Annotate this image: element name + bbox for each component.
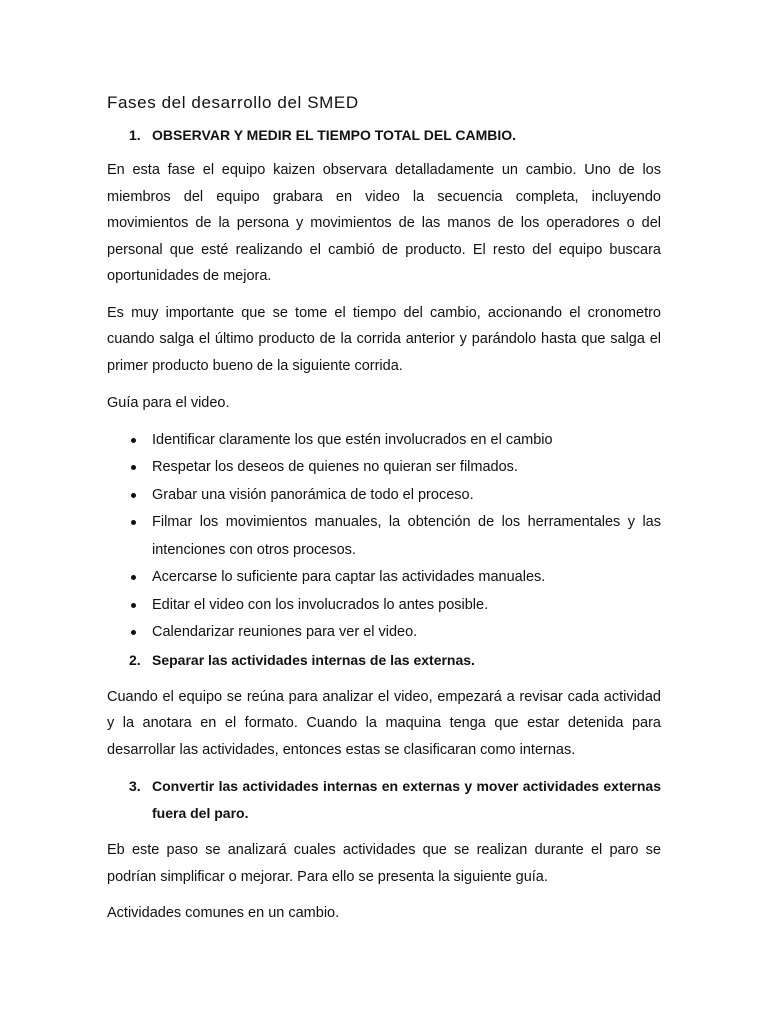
section-heading-text-3: Convertir las actividades internas en externas y mover actividades externas fuera del paro. [152, 778, 661, 821]
section-heading-text-1: OBSERVAR Y MEDIR EL TIEMPO TOTAL DEL CAMBIO. [152, 127, 517, 143]
document-page [107, 90, 661, 927]
paragraph-common-activities: Actividades comunes en un cambio. [107, 905, 340, 921]
list-item: Calendarizar reuniones para ver el video. [107, 619, 661, 647]
bullet-icon [107, 454, 152, 482]
bullet-icon [107, 619, 152, 647]
section-number-2: 2. [129, 651, 141, 668]
list-item: Acercarse lo suficiente para captar las actividades manuales. [107, 564, 661, 592]
bullet-icon [107, 509, 152, 564]
list-item: Identificar claramente los que estén involucrados en el cambio [107, 427, 661, 455]
bullet-icon [107, 592, 152, 620]
section-number-1: 1. [129, 127, 141, 143]
list-item: Filmar los movimientos manuales, la obtención de los herramentales y las intenciones con otros procesos. [107, 509, 661, 564]
bullet-icon [107, 427, 152, 455]
guide-label: Guía para el video. [107, 395, 230, 411]
video-guide-list [107, 427, 661, 647]
section-number-3: 3. [129, 778, 141, 794]
paragraph-observe: En esta fase el equipo kaizen observara detalladamente un cambio. Uno de los miembros del equipo grabara en video la secuencia completa, incluyendo movimientos de la persona y movimientos de las manos de los operadores o del personal que esté realizando el cambió de producto. El resto del equipo buscara oportunidades de mejora. [107, 162, 661, 284]
section-heading-text-2: Separar las actividades internas de las externas. [152, 651, 475, 668]
list-item: Editar el video con los involucrados lo antes posible. [107, 592, 661, 620]
list-item: Respetar los deseos de quienes no quieran ser filmados. [107, 454, 661, 482]
list-item: Grabar una visión panorámica de todo el proceso. [107, 482, 661, 510]
bullet-icon [107, 564, 152, 592]
section-heading-2 [107, 647, 661, 674]
paragraph-internal: Cuando el equipo se reúna para analizar el video, empezará a revisar cada actividad y la anotara en el formato. Cuando la maquina tenga que estar detenida para desarrollar las actividades, entonces estas se clasificaran como internas. [107, 688, 661, 758]
paragraph-timing: Es muy importante que se tome el tiempo del cambio, accionando el cronometro cuando salga el último producto de la corrida anterior y parándolo hasta que salga el primer producto bueno de la siguiente corrida. [107, 304, 661, 374]
document-title: Fases del desarrollo del SMED [107, 93, 359, 112]
paragraph-analysis: Eb este paso se analizará cuales actividades que se realizan durante el paro se podrían simplificar o mejorar. Para ello se presenta la siguiente guía. [107, 842, 661, 885]
section-heading-3 [107, 773, 661, 827]
bullet-icon [107, 482, 152, 510]
section-heading-1 [107, 122, 661, 149]
